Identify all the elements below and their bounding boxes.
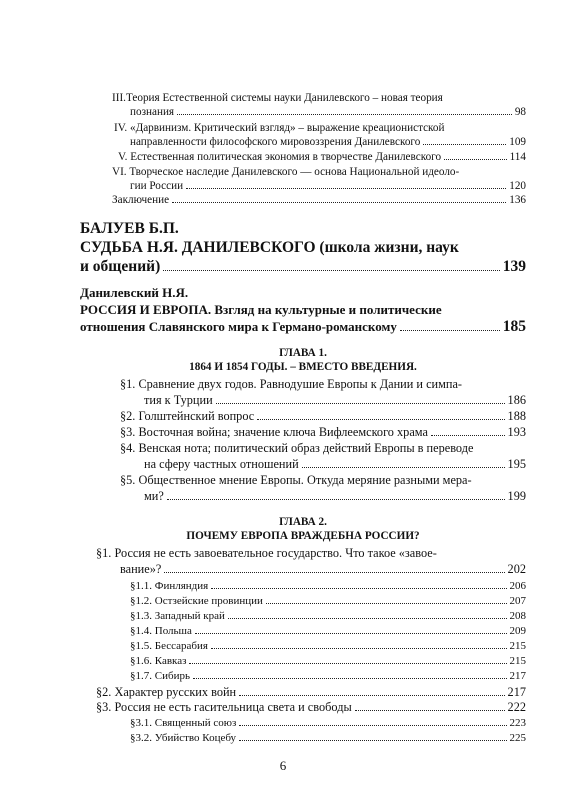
chapter-heading: ГЛАВА 2. [279,516,327,528]
page-number: 6 [279,758,287,773]
toc-item-number: §5. [120,473,136,487]
toc-item-text: Кавказ [154,655,187,667]
toc-entry-iv-cont [130,136,526,148]
toc-item-text: Священный союз [154,717,237,729]
toc-item-ch1-5 [120,473,472,488]
dot-leader [211,648,507,649]
toc-entry-text: Естественная политическая экономия в творчестве Данилевского [130,151,442,163]
toc-entry-vi [112,166,459,178]
toc-page-number: 225 [509,732,526,744]
dot-leader [177,114,512,115]
toc-item-text: Общественное мнение Европы. Откуда меряние разными мера- [138,473,472,487]
toc-item-number: §4. [120,441,136,455]
dot-leader [239,695,504,696]
dot-leader [239,740,506,741]
section-title-cont [80,258,526,276]
chapter-title: 1864 И 1854 ГОДЫ. – ВМЕСТО ВВЕДЕНИЯ. [189,361,417,373]
toc-entry-number: V. [118,151,128,163]
toc-page-number: 206 [509,580,526,592]
toc-item-ch1-5-cont [144,489,526,504]
toc-item-number: §1.4. [130,625,152,637]
section-title: РОССИЯ И ЕВРОПА. Взгляд на культурные и политические [80,302,442,317]
toc-item-ch2-1 [96,546,437,561]
toc-item-ch2-2 [96,685,526,700]
toc-item-number: §3.1. [130,717,152,729]
toc-item-ch2-1-cont [120,562,526,577]
toc-page-number: 209 [509,625,526,637]
toc-page-number: 222 [507,700,526,714]
toc-entry-text: «Дарвинизм. Критический взгляд» – выражение креационистской [129,122,445,134]
toc-item-number: §2. [96,685,112,699]
toc-item-number: §1.1. [130,580,152,592]
toc-item-text: Венская нота; политический образ действий Европы в переводе [138,441,474,455]
toc-item-text: Остзейские провинции [154,595,263,607]
toc-page-number: 207 [509,595,526,607]
section-title-cont [80,318,526,336]
toc-item-number: §3. [96,700,112,714]
toc-item-text: Финляндия [154,580,209,592]
dot-leader [423,144,506,145]
toc-item-text: Россия не есть завоевательное государство. Что такое «завое- [114,546,437,560]
toc-item-ch2-3 [96,700,526,715]
dot-leader [189,663,506,664]
toc-entry-v [118,151,526,163]
toc-item-text: Убийство Коцебу [154,732,237,744]
toc-page-number: 215 [509,655,526,667]
dot-leader [266,603,507,604]
dot-leader [195,633,507,634]
toc-entry-text: Теория Естественной системы науки Данилевского – новая теория [125,92,443,104]
dot-leader [216,403,505,404]
toc-item-number: §1. [120,377,136,391]
toc-page-number: 120 [509,180,526,192]
toc-page-number: 109 [509,136,526,148]
chapter-title: ПОЧЕМУ ЕВРОПА ВРАЖДЕБНА РОССИИ? [186,530,420,542]
dot-leader [444,159,507,160]
section-title: СУДЬБА Н.Я. ДАНИЛЕВСКОГО (школа жизни, наук [80,239,459,256]
toc-entry-iv [114,122,445,134]
toc-item-text: ми? [144,489,164,503]
dot-leader [193,678,507,679]
toc-entry-text: Творческое наследие Данилевского — основа Национальной идеоло- [129,166,460,178]
toc-subitem [130,625,526,637]
toc-item-number: §3. [120,425,136,439]
toc-item-text: вание»? [120,562,162,576]
toc-subitem [130,595,526,607]
toc-page-number: 193 [507,425,526,439]
toc-item-text: Польша [154,625,192,637]
toc-item-number: §2. [120,409,136,423]
toc-item-text: Бессарабия [154,640,208,652]
toc-item-text: Сибирь [154,670,190,682]
dot-leader [228,618,507,619]
toc-item-text: Западный край [154,610,225,622]
toc-item-number: §1.7. [130,670,152,682]
toc-page-number: 208 [509,610,526,622]
toc-item-text: Сравнение двух годов. Равнодушие Европы к Дании и симпа- [138,377,463,391]
section-author: БАЛУЕВ Б.П. [80,220,179,237]
toc-item-number: §1.3. [130,610,152,622]
toc-page-number: 186 [507,393,526,407]
toc-item-text: тия к Турции [144,393,213,407]
toc-page-number: 195 [507,457,526,471]
dot-leader [163,270,500,271]
toc-entry-iii-cont [130,106,526,118]
toc-subitem [130,580,526,592]
toc-subitem [130,732,526,744]
chapter-heading: ГЛАВА 1. [279,347,327,359]
dot-leader [257,419,504,420]
toc-subitem [130,670,526,682]
toc-entry-vi-cont [130,180,526,192]
toc-entry-number: IV. [114,122,128,134]
toc-page-number: 215 [509,640,526,652]
dot-leader [431,435,505,436]
toc-item-ch1-1 [120,377,462,392]
toc-subitem [130,717,526,729]
toc-entry-text: Заключение [112,194,170,206]
toc-page-number: 98 [514,106,526,118]
toc-subitem [130,655,526,667]
toc-item-number: §1.6. [130,655,152,667]
toc-entry-text: познания [130,106,175,118]
toc-item-text: на сферу частных отношений [144,457,299,471]
toc-entry-text: направленности философского мировоззрения Данилевского [130,136,421,148]
toc-item-text: Характер русских войн [114,685,237,699]
toc-item-text: Восточная война; значение ключа Вифлеемского храма [138,425,428,439]
dot-leader [186,188,506,189]
dot-leader [302,467,505,468]
toc-item-text: Голштейнский вопрос [138,409,255,423]
toc-entry-conclusion [112,194,526,206]
dot-leader [167,499,505,500]
toc-entry-iii [112,92,443,104]
toc-subitem [130,640,526,652]
dot-leader [239,725,506,726]
toc-subitem [130,610,526,622]
toc-entry-number: III. [112,92,126,104]
toc-page-number: 185 [502,318,526,335]
toc-page-number: 199 [507,489,526,503]
dot-leader [400,330,500,331]
dot-leader [211,588,506,589]
section-title-text: и общений) [80,258,161,275]
toc-page-number: 139 [502,258,526,275]
toc-page-number: 202 [507,562,526,576]
toc-item-number: §1.2. [130,595,152,607]
toc-item-number: §1.5. [130,640,152,652]
toc-page-number: 188 [507,409,526,423]
toc-page-number: 217 [507,685,526,699]
toc-entry-text: гии России [130,180,184,192]
toc-page-number: 114 [509,151,526,163]
dot-leader [164,572,504,573]
toc-item-ch1-3 [120,425,526,440]
toc-item-number: §1. [96,546,112,560]
dot-leader [172,202,506,203]
toc-page-number: 136 [509,194,526,206]
section-title-text: отношения Славянского мира к Германо-романскому [80,319,397,334]
toc-item-ch1-4 [120,441,473,456]
dot-leader [355,710,505,711]
toc-item-ch1-2 [120,409,526,424]
toc-item-number: §3.2. [130,732,152,744]
toc-page-number: 217 [509,670,526,682]
toc-item-text: Россия не есть гасительница света и свободы [114,700,352,714]
section-author: Данилевский Н.Я. [80,285,189,300]
toc-entry-number: VI. [112,166,127,178]
toc-item-ch1-1-cont [144,393,526,408]
toc-item-ch1-4-cont [144,457,526,472]
toc-page-number: 223 [509,717,526,729]
